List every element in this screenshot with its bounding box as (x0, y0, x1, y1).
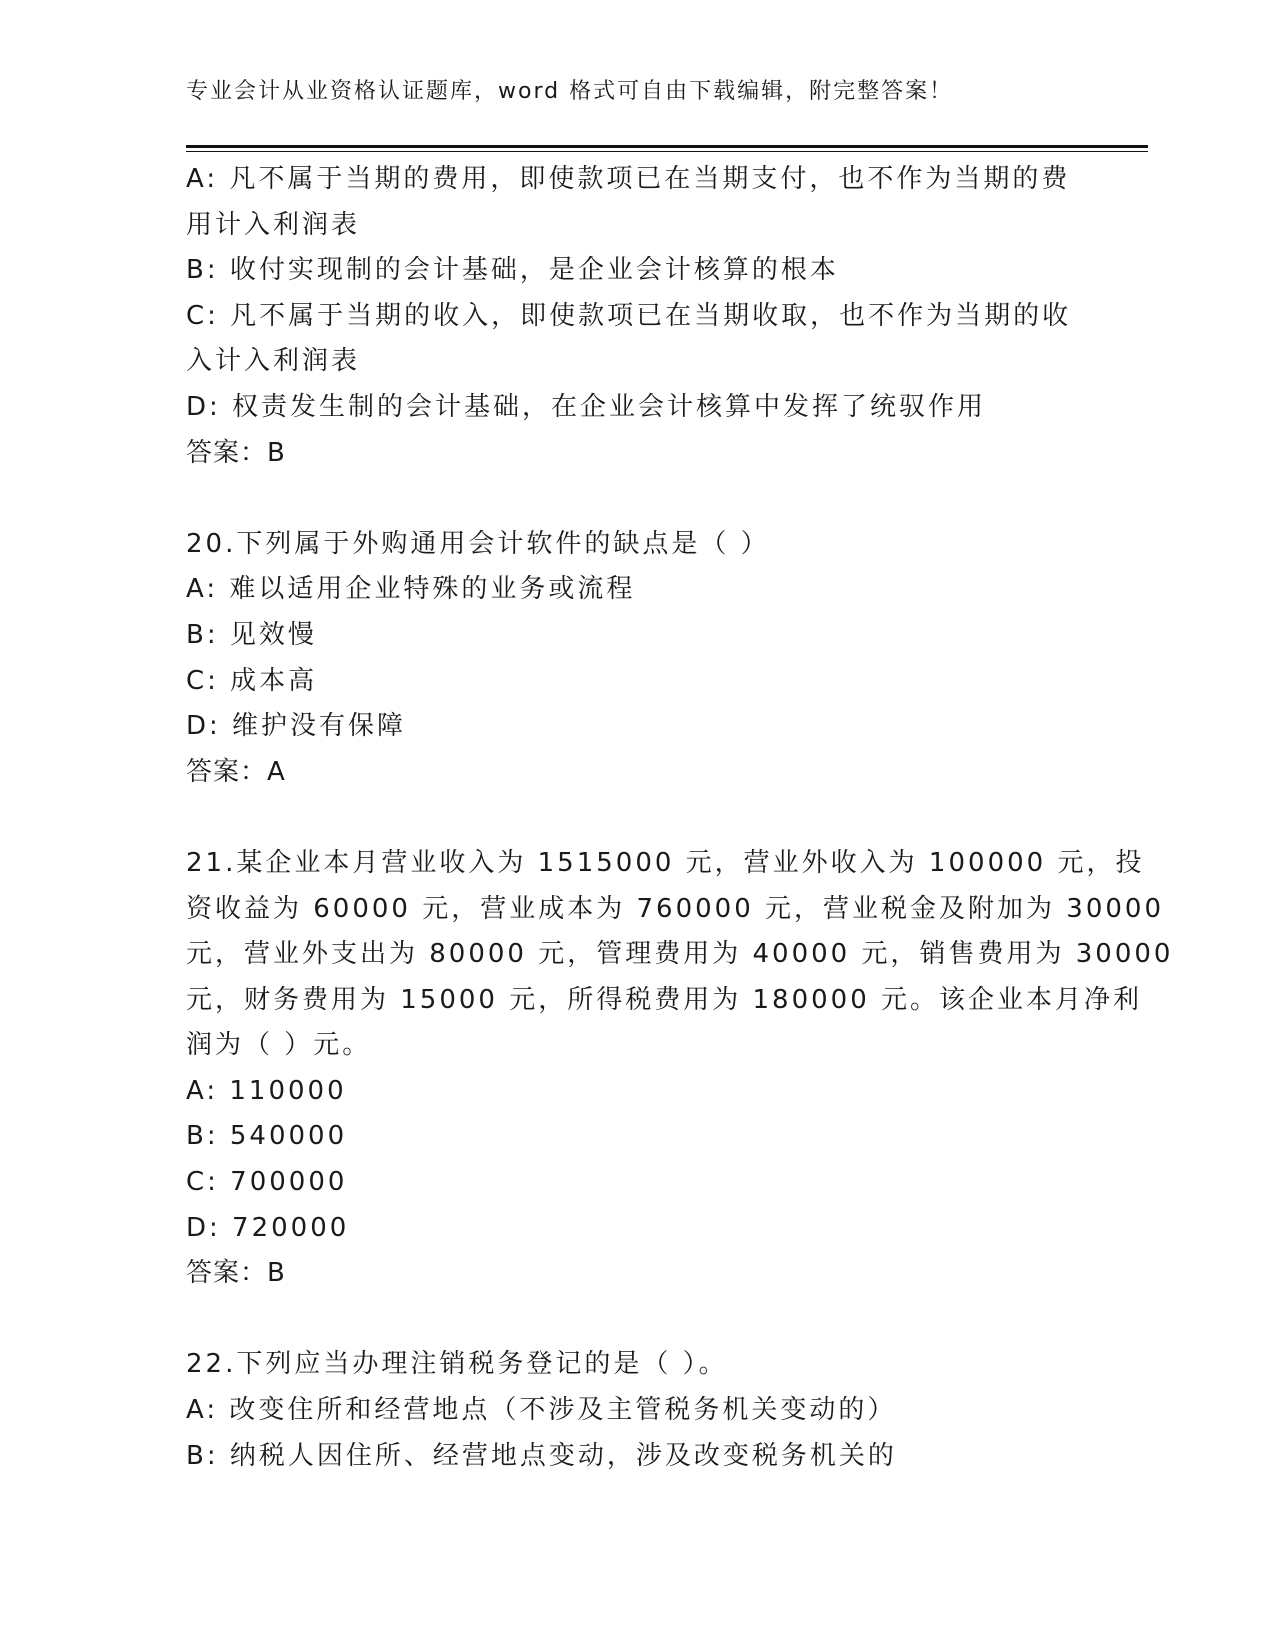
q19-option-a-line1: A: 凡不属于当期的费用，即使款项已在当期支付，也不作为当期的费 (186, 164, 1071, 194)
q21-question-line2: 资收益为 60000 元，营业成本为 760000 元，营业税金及附加为 30000 (186, 893, 1164, 924)
question-21 (186, 841, 1174, 1297)
q21-question-line5: 润为（ ）元。 (186, 1030, 372, 1061)
q19-option-a-line2: 用计入利润表 (186, 209, 361, 240)
q20-answer: 答案：A (186, 756, 286, 787)
page-header: 专业会计从业资格认证题库，word 格式可自由下载编辑，附完整答案！ (186, 79, 954, 104)
spacer (186, 795, 1086, 841)
q20-option-a: A: 难以适用企业特殊的业务或流程 (186, 574, 636, 605)
question-20 (186, 522, 1086, 796)
q19-option-d: D: 权责发生制的会计基础，在企业会计核算中发挥了统驭作用 (186, 391, 987, 422)
q21-answer: 答案：B (186, 1258, 286, 1289)
q19-answer: 答案：B (186, 437, 286, 468)
q21-question-line3: 元，营业外支出为 80000 元，管理费用为 40000 元，销售费用为 30000 (186, 939, 1174, 970)
q19-option-c-line2: 入计入利润表 (186, 346, 361, 377)
question-19-continued (186, 157, 1086, 476)
q21-question-line4: 元，财务费用为 15000 元，所得税费用为 180000 元。该企业本月净利 (186, 984, 1143, 1015)
q21-option-c: C: 700000 (186, 1167, 348, 1198)
q22-option-b: B: 纳税人因住所、经营地点变动，涉及改变税务机关的 (186, 1440, 897, 1471)
header-divider-thin (186, 151, 1148, 152)
q22-question: 22.下列应当办理注销税务登记的是（ ）。 (186, 1349, 728, 1380)
question-content (186, 157, 1174, 1479)
question-22 (186, 1342, 1086, 1479)
q21-option-d: D: 720000 (186, 1212, 350, 1243)
q21-option-b: B: 540000 (186, 1121, 348, 1152)
q20-option-d: D: 维护没有保障 (186, 711, 407, 742)
header-divider-thick (186, 145, 1148, 148)
q19-option-c-line1: C: 凡不属于当期的收入，即使款项已在当期收取，也不作为当期的收 (186, 300, 1072, 331)
q20-question: 20.下列属于外购通用会计软件的缺点是（ ） (186, 528, 770, 559)
q22-option-a: A: 改变住所和经营地点（不涉及主管税务机关变动的） (186, 1395, 897, 1426)
spacer (186, 476, 1086, 522)
q19-option-b: B: 收付实现制的会计基础，是企业会计核算的根本 (186, 255, 839, 286)
spacer (186, 1297, 1086, 1343)
q21-question-line1: 21.某企业本月营业收入为 1515000 元，营业外收入为 100000 元，投 (186, 847, 1145, 878)
q20-option-b: B: 见效慢 (186, 619, 317, 650)
q21-option-a: A: 110000 (186, 1075, 347, 1106)
q20-option-c: C: 成本高 (186, 665, 318, 696)
